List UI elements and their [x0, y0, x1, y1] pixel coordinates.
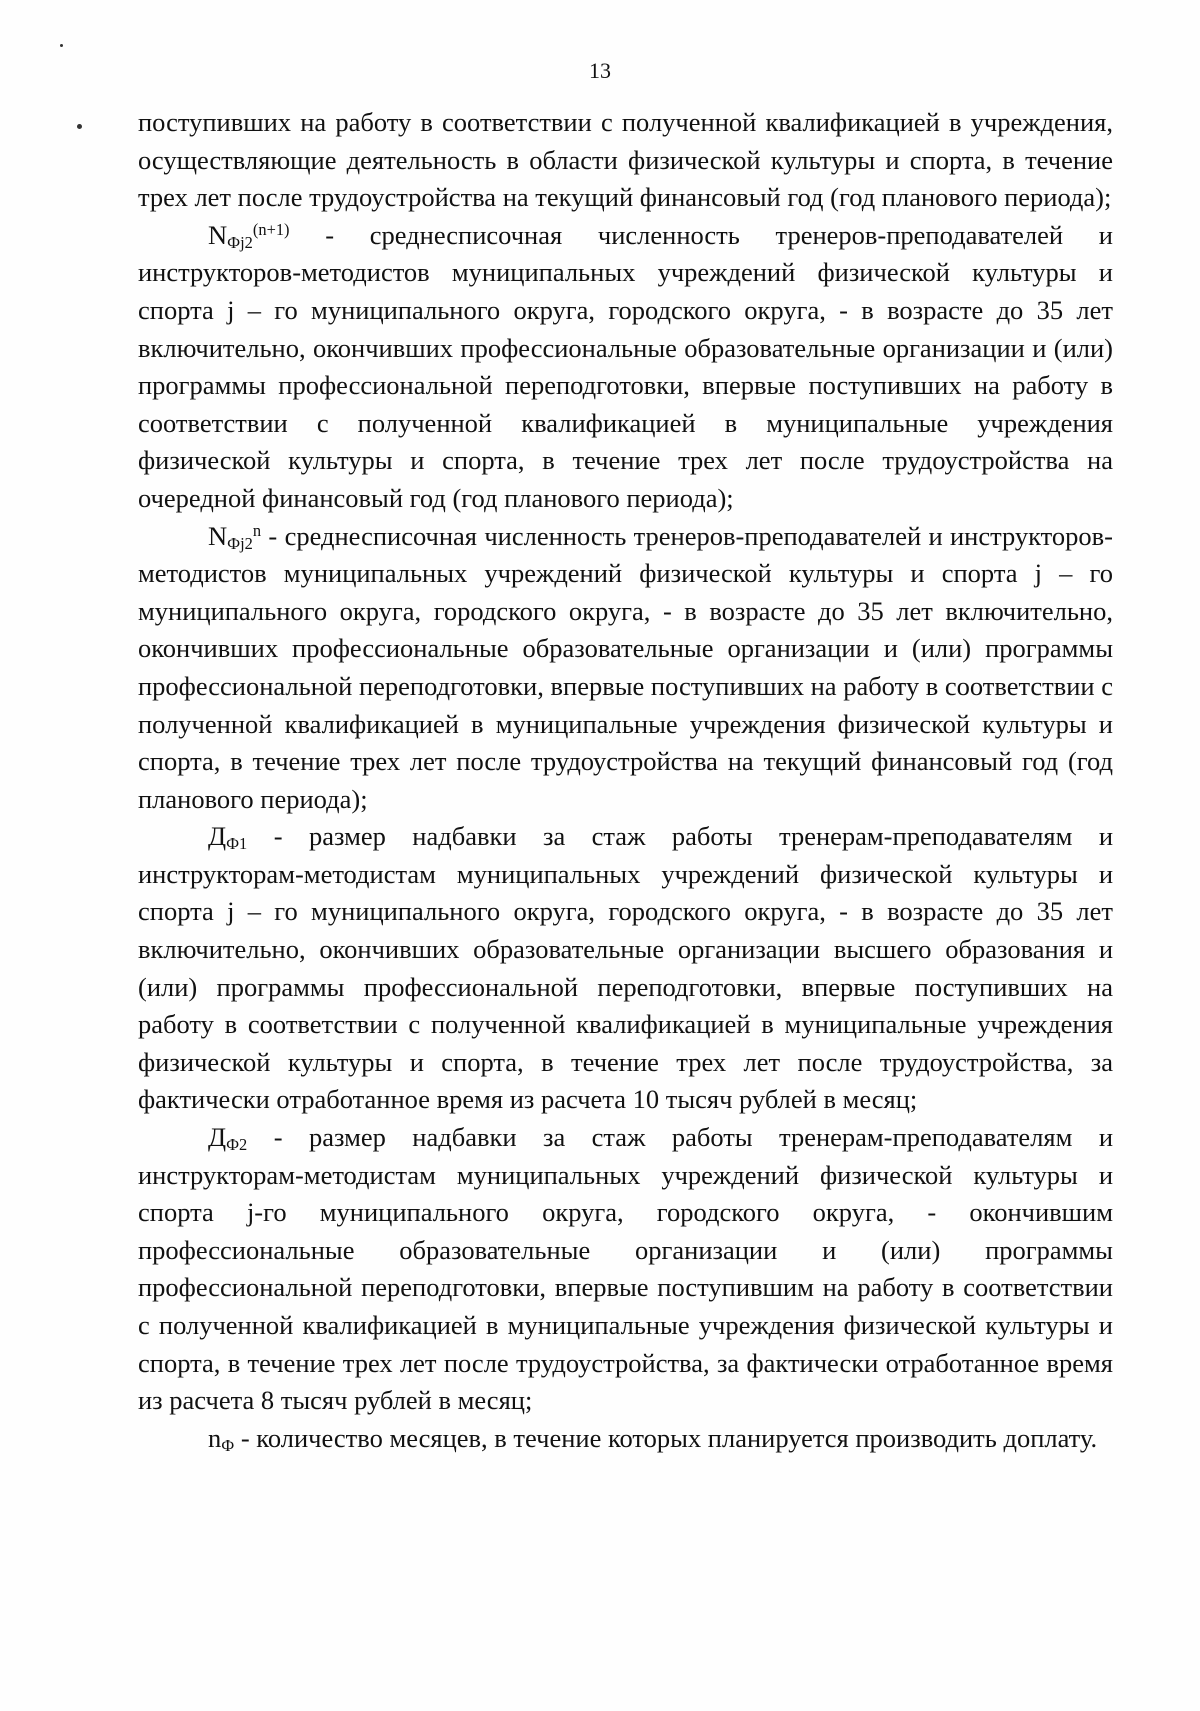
symbol-subscript: Ф1 [226, 834, 248, 854]
document-body [138, 104, 1113, 1457]
symbol-superscript: (n+1) [252, 219, 290, 239]
definition-n-f [138, 1420, 1113, 1458]
definition-text: - размер надбавки за стаж работы тренерам-преподавателям и инструкторам-методистам муниципальных учреждений физической культуры и спорта j-го муниципального округа, городского округа, - окончившим профессиональные образовательные организации и (или) программы профессиональной переподготовки, впервые поступившим на работу в соответствии с полученной квалификацией в муниципальные учреждения физической культуры и спорта, в течение трех лет после трудоустройства, за фактически отработанное время из расчета 8 тысяч рублей в месяц; [138, 1122, 1113, 1416]
paragraph-text: поступивших на работу в соответствии с полученной квалификацией в учреждения, осуществляющие деятельность в области физической культуры и спорта, в течение трех лет после трудоустройства на текущий финансовый год (год планового периода); [138, 107, 1113, 213]
paragraph-continuation [138, 104, 1113, 217]
definition-text: - размер надбавки за стаж работы тренерам-преподавателям и инструкторам-методистам муниципальных учреждений физической культуры и спорта j – го муниципального округа, городского округа, - в возрасте до 35 лет включительно, окончивших образовательные организации высшего образования и (или) программы профессиональной переподготовки, впервые поступивших на работу в соответствии с полученной квалификацией в муниципальные учреждения физической культуры и спорта, в течение трех лет после трудоустройства, за фактически отработанное время из расчета 10 тысяч рублей в месяц; [138, 821, 1113, 1115]
symbol-subscript: Ф [221, 1435, 235, 1455]
symbol-base: N [208, 520, 228, 551]
definition-n-fj2-current [138, 518, 1113, 819]
symbol-superscript: n [252, 520, 262, 540]
definition-d-f1 [138, 818, 1113, 1119]
scan-speck [77, 124, 82, 129]
symbol-subscript: Ф2 [226, 1135, 248, 1155]
definition-n-fj2-next [138, 217, 1113, 518]
symbol-subscript: Фj2 [227, 533, 253, 553]
definition-d-f2 [138, 1119, 1113, 1420]
symbol-subscript: Фj2 [227, 232, 253, 252]
definition-text: - среднесписочная численность тренеров-преподавателей и инструкторов-методистов муниципальных учреждений физической культуры и спорта j – го муниципального округа, городского округа, - в возрасте до 35 лет включительно, окончивших профессиональные образовательные организации и (или) программы профессиональной переподготовки, впервые поступивших на работу в соответствии с полученной квалификацией в муниципальные учреждения физической культуры и спорта, в течение трех лет после трудоустройства на текущий финансовый год (год планового периода); [138, 520, 1113, 814]
symbol-base: Д [208, 1122, 227, 1153]
symbol-base: Д [208, 821, 227, 852]
symbol-base: n [208, 1422, 222, 1453]
definition-text: - среднесписочная численность тренеров-преподавателей и инструкторов-методистов муниципальных учреждений физической культуры и спорта j – го муниципального округа, городского округа, - в возрасте до 35 лет включительно, окончивших профессиональные образовательные организации и (или) программы профессиональной переподготовки, впервые поступивших на работу в соответствии с полученной квалификацией в муниципальные учреждения физической культуры и спорта, в течение трех лет после трудоустройства на очередной финансовый год (год планового периода); [138, 219, 1113, 513]
symbol-base: N [208, 219, 228, 250]
scan-speck [60, 44, 63, 47]
definition-text: - количество месяцев, в течение которых планируется производить доплату. [234, 1422, 1098, 1453]
page-number: 13 [589, 58, 611, 83]
